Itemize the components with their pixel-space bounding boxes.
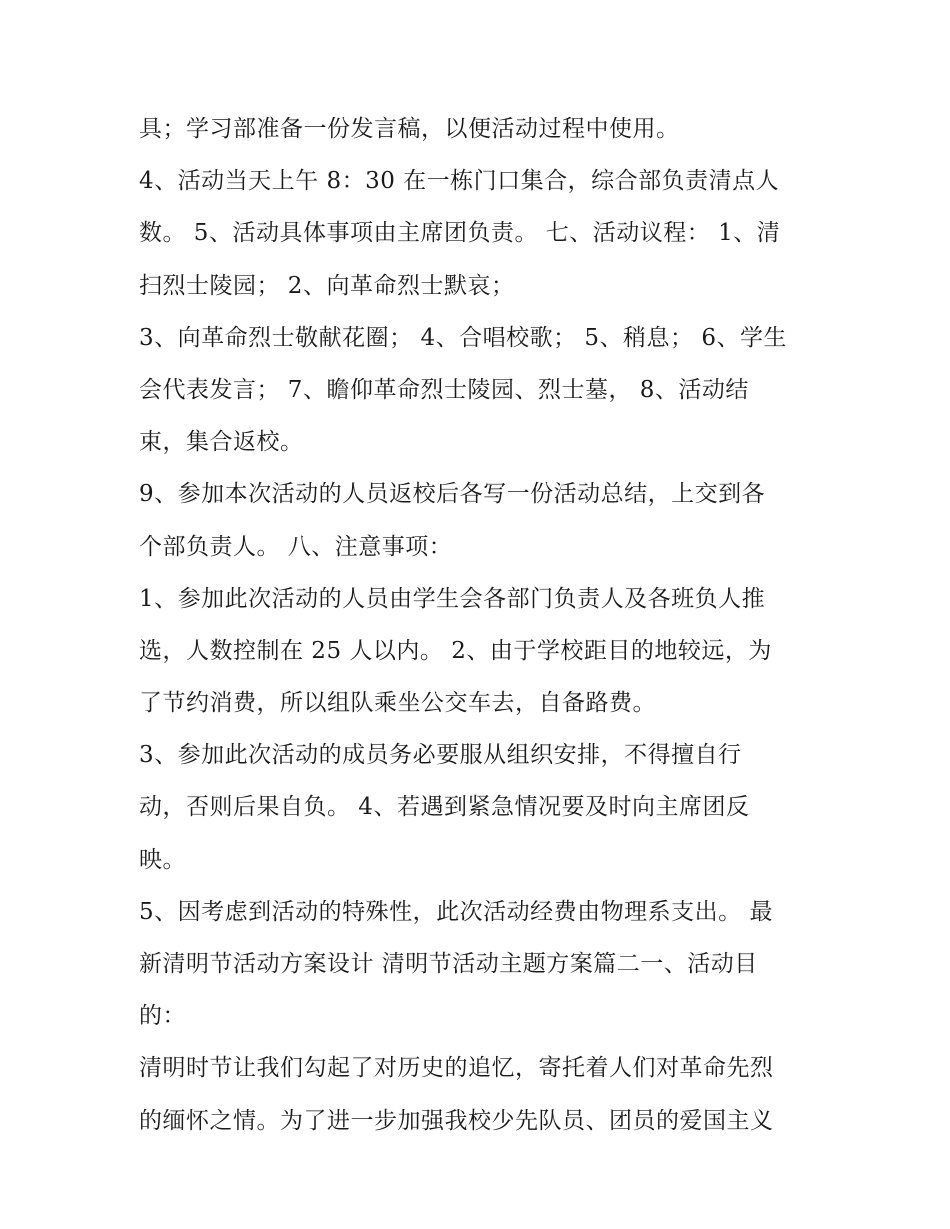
text-line: 的缅怀之情。为了进一步加强我校少先队员、团员的爱国主义	[139, 1107, 774, 1134]
text-line: 扫烈士陵园； 2、向革命烈士默哀；	[139, 272, 515, 299]
document-body	[139, 103, 829, 1147]
text-line: 选，人数控制在 25 人以内。 2、由于学校距目的地较远，为	[139, 637, 772, 664]
text-line: 的：	[139, 1003, 186, 1030]
text-line: 3、向革命烈士敬献花圈； 4、合唱校歌； 5、稍息； 6、学生	[139, 324, 787, 351]
text-line: 4、活动当天上午 8：30 在一栋门口集合，综合部负责清点人	[139, 168, 780, 195]
text-line: 具；学习部准备一份发言稿，以便活动过程中使用。	[139, 116, 680, 142]
text-line: 映。	[139, 846, 186, 873]
text-line: 个部负责人。 八、注意事项：	[139, 533, 453, 560]
text-line: 会代表发言； 7、瞻仰革命烈士陵园、烈士墓， 8、活动结	[139, 376, 749, 403]
text-line: 动，否则后果自负。 4、若遇到紧急情况要及时向主席团反	[139, 794, 750, 821]
text-line: 束，集合返校。	[139, 429, 304, 456]
text-line: 清明时节让我们勾起了对历史的追忆，寄托着人们对革命先烈	[139, 1055, 774, 1082]
text-line: 3、参加此次活动的成员务必要服从组织安排，不得擅自行	[139, 742, 742, 769]
text-line: 9、参加本次活动的人员返校后各写一份活动总结，上交到各	[139, 481, 766, 508]
text-line: 新清明节活动方案设计 清明节活动主题方案篇二一、活动目	[139, 951, 758, 977]
text-line: 1、参加此次活动的人员由学生会各部门负责人及各班负人推	[139, 585, 766, 612]
text-line: 了节约消费，所以组队乘坐公交车去，自备路费。	[139, 690, 656, 717]
text-line: 5、因考虑到活动的特殊性，此次活动经费由物理系支出。 最	[139, 898, 773, 925]
text-line: 数。 5、活动具体事项由主席团负责。 七、活动议程： 1、清	[139, 220, 781, 247]
